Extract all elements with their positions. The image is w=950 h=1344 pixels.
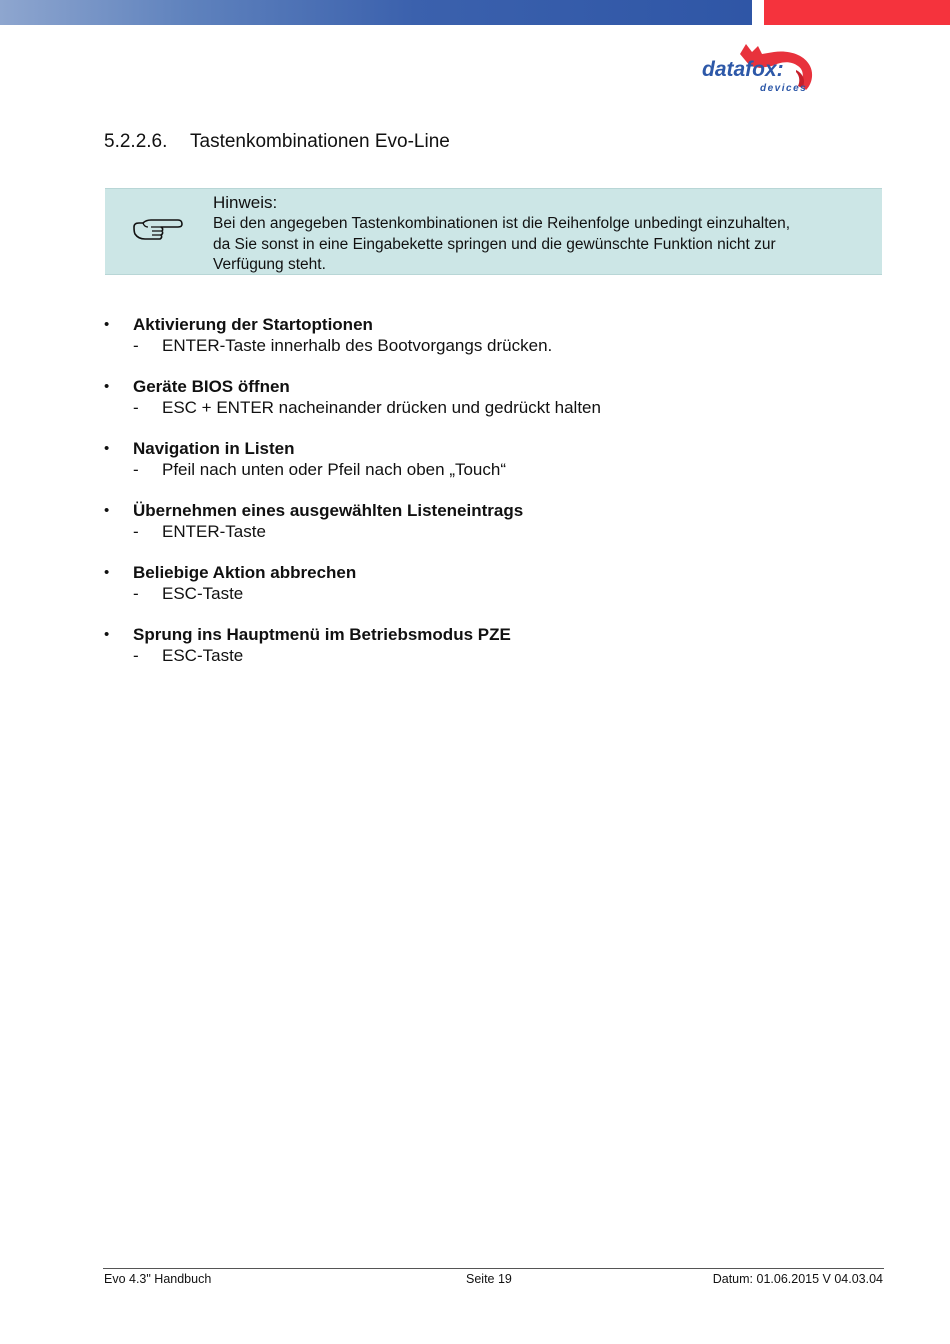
- footer-manual-title: Evo 4.3" Handbuch: [104, 1272, 212, 1286]
- dash: -: [133, 336, 139, 355]
- item-title: Beliebige Aktion abbrechen: [133, 563, 357, 582]
- item-desc: [133, 397, 601, 419]
- dash: -: [133, 398, 139, 417]
- datafox-logo: [700, 40, 818, 96]
- item-desc: [133, 521, 266, 543]
- note-line: Bei den angegeben Tastenkombinationen ist die Reihenfolge unbedingt einzuhalten,: [213, 215, 791, 232]
- section-number: 5.2.2.6.: [104, 131, 168, 152]
- bullet: •: [104, 564, 110, 581]
- item-desc-text: ENTER-Taste: [162, 522, 266, 541]
- dash: -: [133, 646, 139, 665]
- note-line: Verfügung steht.: [213, 256, 326, 273]
- footer-date-version: Datum: 01.06.2015 V 04.03.04: [712, 1272, 883, 1286]
- item-desc-text: Pfeil nach unten oder Pfeil nach oben „Touch“: [162, 460, 507, 479]
- note-box: [105, 188, 882, 275]
- item-title: Navigation in Listen: [133, 439, 295, 458]
- dash: -: [133, 460, 139, 479]
- item-desc: [133, 583, 243, 605]
- pointing-hand-icon: [131, 217, 183, 243]
- bullet: •: [104, 626, 110, 643]
- item-title: Geräte BIOS öffnen: [133, 377, 290, 396]
- item-desc-text: ESC + ENTER nacheinander drücken und gedrückt halten: [162, 398, 601, 417]
- item-desc: [133, 459, 506, 481]
- item-title: Aktivierung der Startoptionen: [133, 315, 373, 334]
- footer-page-number: Seite 19: [466, 1272, 512, 1286]
- section-title: Tastenkombinationen Evo-Line: [190, 131, 450, 152]
- note-text: [213, 192, 878, 276]
- header-blue-bar: [0, 0, 752, 25]
- section-heading: [104, 131, 450, 153]
- bullet: •: [104, 378, 110, 395]
- logo-sub-text: devices: [760, 83, 808, 94]
- item-desc: [133, 335, 552, 357]
- dash: -: [133, 584, 139, 603]
- item-desc-text: ESC-Taste: [162, 646, 244, 665]
- note-line: da Sie sonst in eine Eingabekette springen und die gewünschte Funktion nicht zur: [213, 235, 776, 253]
- bullet: •: [104, 440, 110, 457]
- bullet: •: [104, 502, 110, 519]
- item-desc: [133, 645, 243, 667]
- bullet: •: [104, 316, 110, 333]
- dash: -: [133, 522, 139, 541]
- header-red-bar: [764, 0, 950, 25]
- item-desc-text: ESC-Taste: [162, 584, 244, 603]
- item-title: Übernehmen eines ausgewählten Listeneintrags: [133, 501, 524, 520]
- logo-brand-text: datafox:: [702, 58, 784, 81]
- item-desc-text: ENTER-Taste innerhalb des Bootvorgangs drücken.: [162, 336, 553, 355]
- footer-divider: [103, 1268, 884, 1269]
- item-title: Sprung ins Hauptmenü im Betriebsmodus PZE: [133, 625, 511, 644]
- note-title: Hinweis:: [213, 193, 278, 212]
